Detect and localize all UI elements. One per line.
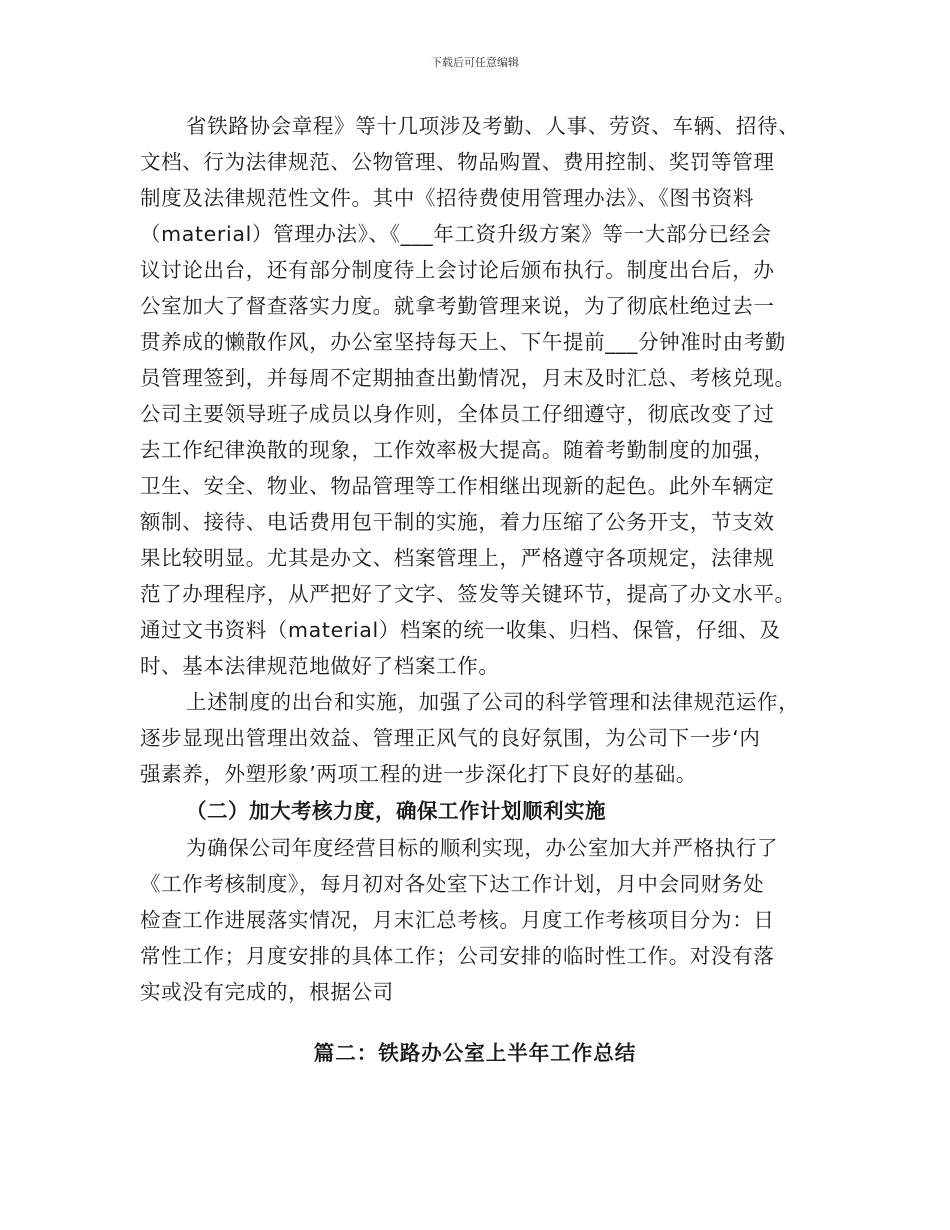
text-line: 文档、行为法律规范、公物管理、物品购置、费用控制、奖罚等管理 <box>140 150 775 174</box>
text-line: 卫生、安全、物业、物品管理等工作相继出现新的起色。此外车辆定 <box>140 474 775 498</box>
text-line: 为确保公司年度经营目标的顺利实现，办公室加大并严格执行了 <box>186 836 779 860</box>
text-line: 检查工作进展落实情况，月末汇总考核。月度工作考核项目分为：日 <box>140 908 775 932</box>
text-line: 去工作纪律涣散的现象，工作效率极大提高。随着考勤制度的加强， <box>140 438 775 462</box>
text-line: 公室加大了督查落实力度。就拿考勤管理来说，为了彻底杜绝过去一 <box>140 294 775 318</box>
section-title: 篇二：铁路办公室上半年工作总结 <box>313 1041 637 1065</box>
text-line: 范了办理程序，从严把好了文字、签发等关键环节，提高了办文水平。 <box>140 582 796 606</box>
subheading: （二）加大考核力度，确保工作计划顺利实施 <box>186 799 606 823</box>
text-line: 实或没有完成的，根据公司 <box>140 980 394 1004</box>
text-line: 逐步显现出管理出效益、管理正风气的良好氛围，为公司下一步‘内 <box>140 726 761 750</box>
text-line: 额制、接待、电话费用包干制的实施，着力压缩了公务开支，节支效 <box>140 510 775 534</box>
text-line: 议讨论出台，还有部分制度待上会讨论后颁布执行。制度出台后，办 <box>140 258 775 282</box>
text-line: 常性工作；月度安排的具体工作；公司安排的临时性工作。对没有落 <box>140 944 775 968</box>
text-line: 员管理签到，并每周不定期抽查出勤情况，月末及时汇总、考核兑现。 <box>140 366 796 390</box>
text-line: 公司主要领导班子成员以身作则，全体员工仔细遵守，彻底改变了过 <box>140 402 775 426</box>
text-line: 果比较明显。尤其是办文、档案管理上，严格遵守各项规定，法律规 <box>140 546 775 570</box>
text-line: 强素养，外塑形象’两项工程的进一步深化打下良好的基础。 <box>140 762 698 786</box>
text-line: 制度及法律规范性文件。其中《招待费使用管理办法》、《图书资料 <box>140 186 754 210</box>
text-line: （material）管理办法》、《___年工资升级方案》等一大部分已经会 <box>140 222 772 246</box>
text-line: 上述制度的出台和实施，加强了公司的科学管理和法律规范运作， <box>186 690 800 714</box>
text-line: 贯养成的懒散作风，办公室坚持每天上、下午提前___分钟准时由考勤 <box>140 330 787 354</box>
text-line: 通过文书资料（material）档案的统一收集、归档、保管，仔细、及 <box>140 618 781 642</box>
page-header: 下载后可任意编辑 <box>431 56 519 69</box>
text-line: 省铁路协会章程》等十几项涉及考勤、人事、劳资、车辆、招待、 <box>186 114 800 138</box>
text-line: 时、基本法律规范地做好了档案工作。 <box>140 654 500 678</box>
text-line: 《工作考核制度》，每月初对各处室下达工作计划，月中会同财务处 <box>140 872 765 896</box>
